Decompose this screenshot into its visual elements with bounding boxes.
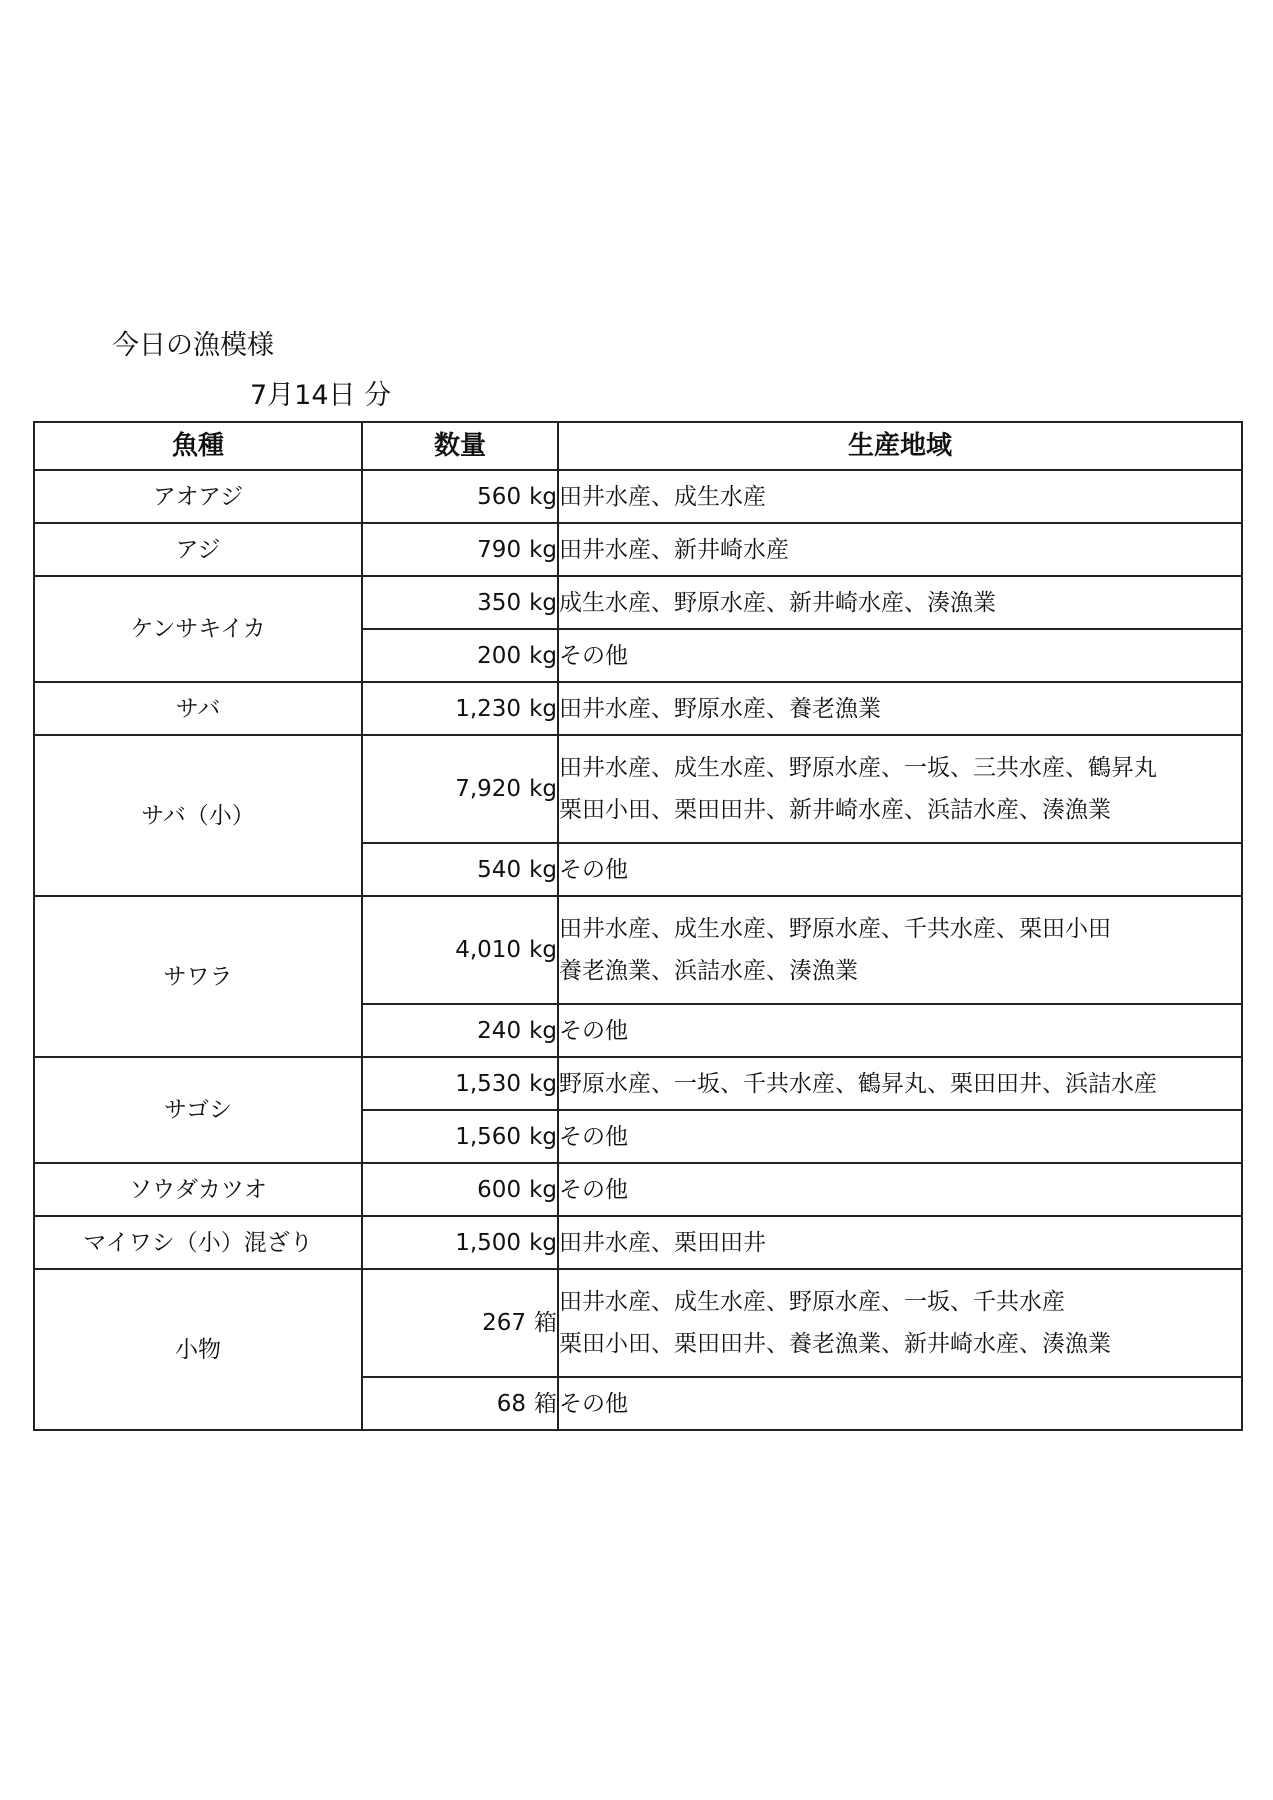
quantity-cell	[362, 1004, 558, 1057]
region-cell	[558, 629, 1242, 682]
quantity-cell	[362, 576, 558, 629]
quantity-cell	[362, 470, 558, 523]
region-cell	[558, 523, 1242, 576]
quantity-value: 350	[477, 589, 522, 616]
quantity-unit: kg	[529, 642, 557, 669]
region-line: その他	[559, 1017, 628, 1044]
header-quantity: 数量	[362, 422, 558, 470]
report-date: 7月14日 分	[250, 380, 392, 411]
catch-table	[33, 421, 1243, 1431]
quantity-value: 600	[477, 1176, 522, 1203]
region-line: 田井水産、成生水産、野原水産、千共水産、栗田小田	[559, 916, 1111, 942]
region-line: 田井水産、成生水産、野原水産、一坂、千共水産	[559, 1289, 1065, 1315]
quantity-cell	[362, 629, 558, 682]
region-cell	[558, 682, 1242, 735]
species-cell: ソウダカツオ	[34, 1163, 362, 1216]
table-row	[34, 1163, 1242, 1216]
region-line: 田井水産、新井崎水産	[559, 536, 789, 563]
region-line: 成生水産、野原水産、新井崎水産、湊漁業	[559, 589, 996, 616]
quantity-cell	[362, 1057, 558, 1110]
quantity-value: 267	[482, 1310, 526, 1336]
quantity-unit: kg	[529, 776, 557, 802]
quantity-value: 240	[477, 1017, 522, 1044]
species-cell: アオアジ	[34, 470, 362, 523]
quantity-value: 540	[477, 856, 522, 883]
region-cell	[558, 1110, 1242, 1163]
region-cell	[558, 576, 1242, 629]
quantity-unit: 箱	[534, 1310, 557, 1336]
quantity-unit: kg	[529, 1017, 557, 1044]
quantity-unit: kg	[529, 1229, 557, 1256]
table-row	[34, 1057, 1242, 1110]
quantity-value: 1,230	[455, 695, 522, 722]
species-cell: サゴシ	[34, 1057, 362, 1163]
page-title: 今日の漁模様	[112, 330, 274, 361]
quantity-cell	[362, 1110, 558, 1163]
quantity-cell	[362, 843, 558, 896]
quantity-cell	[362, 1163, 558, 1216]
table-header-row	[34, 422, 1242, 470]
region-line: 田井水産、成生水産	[559, 483, 766, 510]
table-row	[34, 470, 1242, 523]
quantity-cell	[362, 523, 558, 576]
region-cell	[558, 1057, 1242, 1110]
quantity-unit: 箱	[534, 1390, 557, 1417]
region-line: その他	[559, 1390, 628, 1417]
quantity-unit: kg	[529, 1123, 557, 1150]
species-cell: サバ	[34, 682, 362, 735]
quantity-value: 560	[477, 483, 522, 510]
region-line: その他	[559, 856, 628, 883]
quantity-unit: kg	[529, 536, 557, 563]
region-cell	[558, 896, 1242, 1004]
region-cell	[558, 735, 1242, 843]
region-line: その他	[559, 1176, 628, 1203]
species-cell: ケンサキイカ	[34, 576, 362, 682]
region-line: 田井水産、栗田田井	[559, 1229, 766, 1256]
region-cell	[558, 1163, 1242, 1216]
quantity-unit: kg	[529, 1176, 557, 1203]
quantity-value: 1,560	[455, 1123, 522, 1150]
quantity-cell	[362, 1269, 558, 1377]
region-line: 野原水産、一坂、千共水産、鶴昇丸、栗田田井、浜詰水産	[559, 1070, 1157, 1097]
table-row	[34, 523, 1242, 576]
quantity-cell	[362, 896, 558, 1004]
quantity-value: 1,530	[455, 1070, 522, 1097]
quantity-cell	[362, 735, 558, 843]
table-row	[34, 576, 1242, 629]
region-line: 栗田小田、栗田田井、養老漁業、新井崎水産、湊漁業	[559, 1331, 1111, 1357]
table-row	[34, 1216, 1242, 1269]
quantity-value: 200	[477, 642, 522, 669]
table-row	[34, 682, 1242, 735]
species-cell: 小物	[34, 1269, 362, 1430]
quantity-unit: kg	[529, 695, 557, 722]
species-cell: アジ	[34, 523, 362, 576]
region-line: その他	[559, 1123, 628, 1150]
region-cell	[558, 470, 1242, 523]
region-line: その他	[559, 642, 628, 669]
quantity-value: 1,500	[455, 1229, 522, 1256]
species-cell: サバ（小）	[34, 735, 362, 896]
region-cell	[558, 1377, 1242, 1430]
region-line: 栗田小田、栗田田井、新井崎水産、浜詰水産、湊漁業	[559, 797, 1111, 823]
quantity-unit: kg	[529, 589, 557, 616]
quantity-cell	[362, 682, 558, 735]
quantity-value: 68	[496, 1390, 526, 1417]
quantity-unit: kg	[529, 856, 557, 883]
quantity-cell	[362, 1216, 558, 1269]
region-line: 田井水産、野原水産、養老漁業	[559, 695, 881, 722]
region-line: 養老漁業、浜詰水産、湊漁業	[559, 958, 858, 984]
quantity-value: 790	[477, 536, 522, 563]
quantity-value: 4,010	[455, 937, 522, 963]
region-cell	[558, 1216, 1242, 1269]
quantity-value: 7,920	[455, 776, 522, 802]
quantity-unit: kg	[529, 483, 557, 510]
region-line: 田井水産、成生水産、野原水産、一坂、三共水産、鶴昇丸	[559, 755, 1157, 781]
table-row	[34, 1269, 1242, 1377]
header-region: 生産地域	[558, 422, 1242, 470]
species-cell: サワラ	[34, 896, 362, 1057]
region-cell	[558, 843, 1242, 896]
quantity-unit: kg	[529, 937, 557, 963]
region-cell	[558, 1269, 1242, 1377]
quantity-cell	[362, 1377, 558, 1430]
header-species: 魚種	[34, 422, 362, 470]
table-row	[34, 735, 1242, 843]
region-cell	[558, 1004, 1242, 1057]
table-row	[34, 896, 1242, 1004]
quantity-unit: kg	[529, 1070, 557, 1097]
species-cell: マイワシ（小）混ざり	[34, 1216, 362, 1269]
